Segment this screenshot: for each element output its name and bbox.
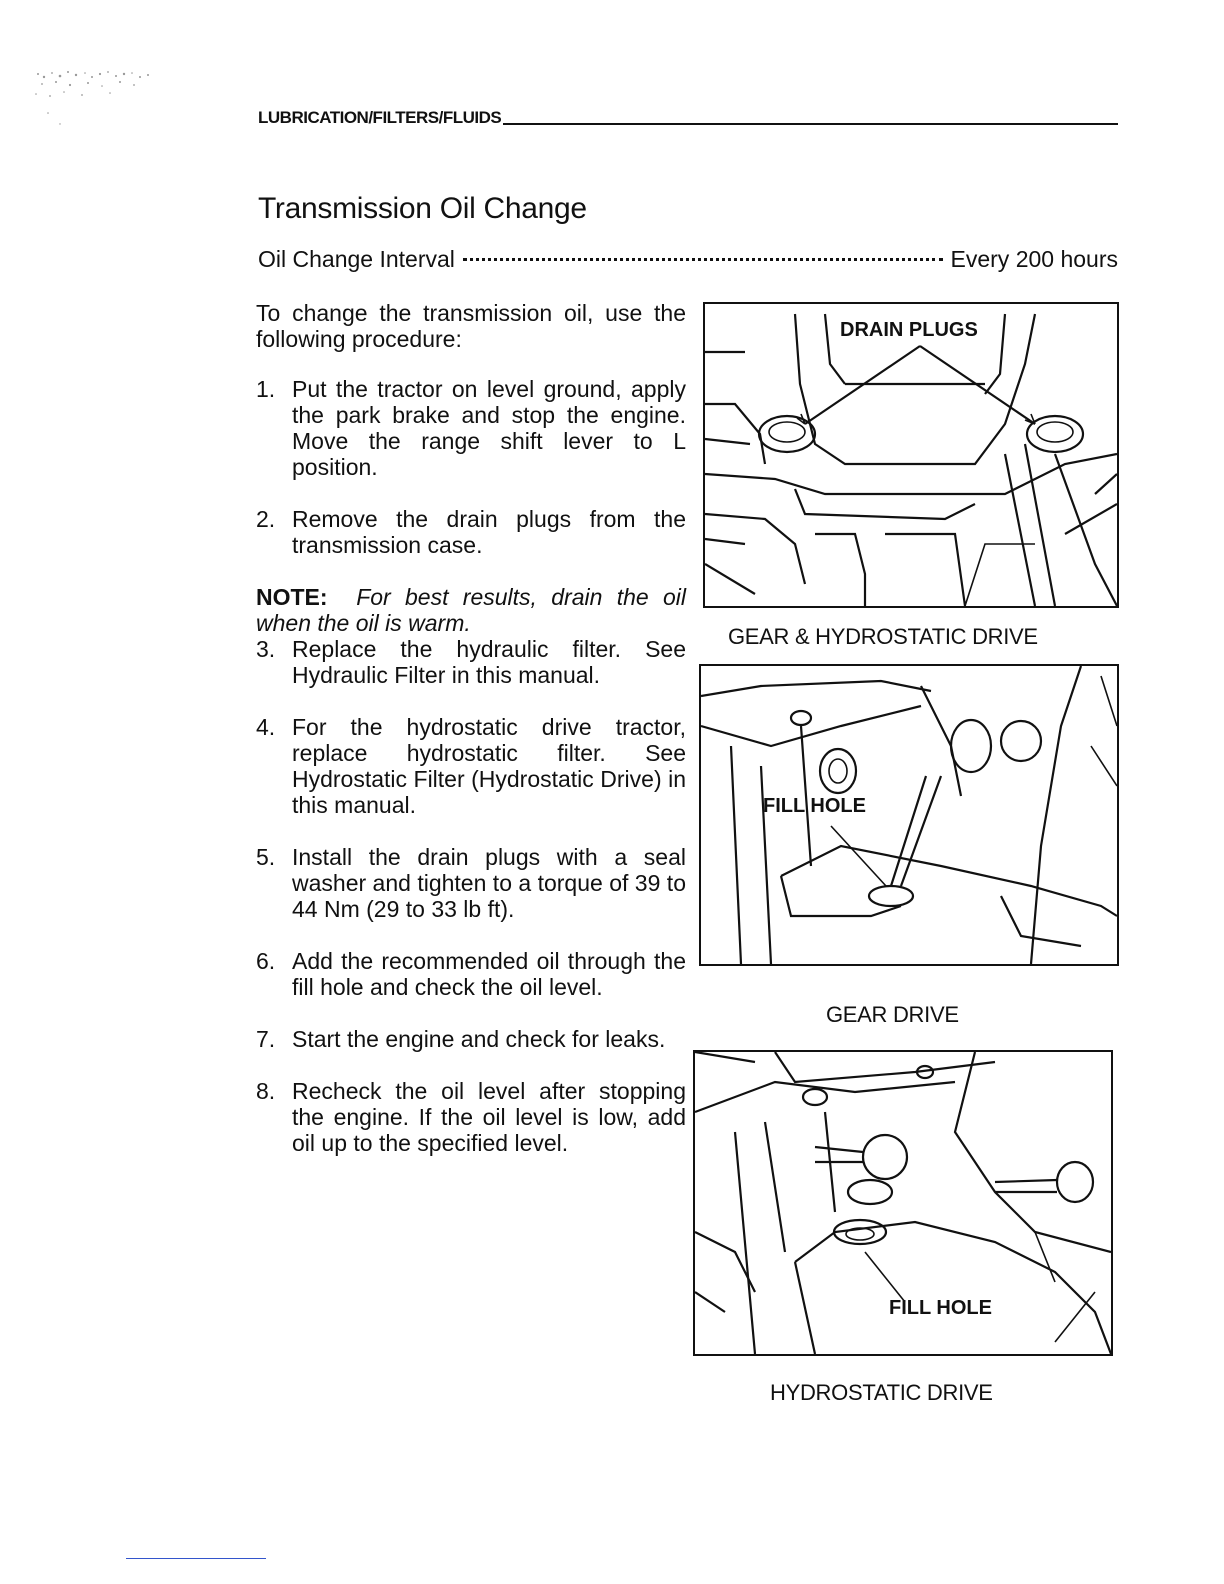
gear-drive-illustration — [701, 666, 1117, 964]
interval-value: Every 200 hours — [950, 246, 1118, 272]
step-number: 4. — [256, 714, 276, 740]
procedure-step — [256, 506, 686, 558]
figure-caption: GEAR DRIVE — [826, 1002, 959, 1027]
step-text: Add the recommended oil through the fill hole and check the oil level. — [292, 948, 686, 1000]
step-text: Replace the hydraulic filter. See Hydraulic Filter in this manual. — [292, 636, 686, 688]
hydro-fill-hole-callout: FILL HOLE — [889, 1297, 992, 1319]
gear-fill-hole-callout: FILL HOLE — [763, 795, 866, 817]
procedure-step — [256, 948, 686, 1000]
drain-plugs-callout: DRAIN PLUGS — [840, 319, 978, 341]
procedure-step — [256, 714, 686, 818]
running-header — [258, 106, 1118, 128]
procedure-step — [256, 376, 686, 480]
note — [256, 584, 686, 636]
step-text: Put the tractor on level ground, apply the park brake and stop the engine. Move the range shift lever to L position. — [292, 376, 686, 480]
hydrostatic-drive-illustration — [695, 1052, 1111, 1354]
step-number: 8. — [256, 1078, 276, 1104]
procedure-text — [256, 300, 686, 1182]
oil-change-interval — [258, 246, 1118, 273]
procedure-step — [256, 1078, 686, 1156]
procedure-step — [256, 844, 686, 922]
intro-paragraph: To change the transmission oil, use the following procedure: — [256, 300, 686, 352]
scan-speckle — [30, 68, 170, 128]
hydrostatic-drive-figure — [693, 1050, 1113, 1356]
step-number: 3. — [256, 636, 276, 662]
step-number: 2. — [256, 506, 276, 532]
figure-caption: GEAR & HYDROSTATIC DRIVE — [728, 624, 1038, 649]
step-number: 5. — [256, 844, 276, 870]
procedure-step — [256, 1026, 686, 1052]
page-title: Transmission Oil Change — [258, 192, 587, 225]
interval-label: Oil Change Interval — [258, 246, 455, 272]
step-text: Remove the drain plugs from the transmission case. — [292, 506, 686, 558]
step-text: Recheck the oil level after stopping the engine. If the oil level is low, add oil up to the specified level. — [292, 1078, 686, 1156]
step-text: For the hydrostatic drive tractor, replace hydrostatic filter. See Hydrostatic Filter (Hydrostatic Drive) in this manual. — [292, 714, 686, 818]
figure-caption: HYDROSTATIC DRIVE — [770, 1380, 993, 1405]
note-text: For best results, drain the oil when the oil is warm. — [256, 584, 687, 636]
step-number: 7. — [256, 1026, 276, 1052]
header-rule — [503, 123, 1118, 125]
note-label: NOTE: — [256, 584, 328, 610]
drain-plugs-illustration — [705, 304, 1117, 606]
step-text: Start the engine and check for leaks. — [292, 1026, 666, 1052]
drain-plugs-figure — [703, 302, 1119, 608]
step-number: 1. — [256, 376, 276, 402]
section-label: LUBRICATION/FILTERS/FLUIDS — [258, 108, 502, 127]
step-number: 6. — [256, 948, 276, 974]
gear-drive-figure — [699, 664, 1119, 966]
bottom-link-line — [126, 1558, 266, 1559]
procedure-step — [256, 636, 686, 688]
step-text: Install the drain plugs with a seal washer and tighten to a torque of 39 to 44 Nm (29 to 33 lb ft). — [292, 844, 686, 922]
dot-leader — [463, 258, 943, 261]
